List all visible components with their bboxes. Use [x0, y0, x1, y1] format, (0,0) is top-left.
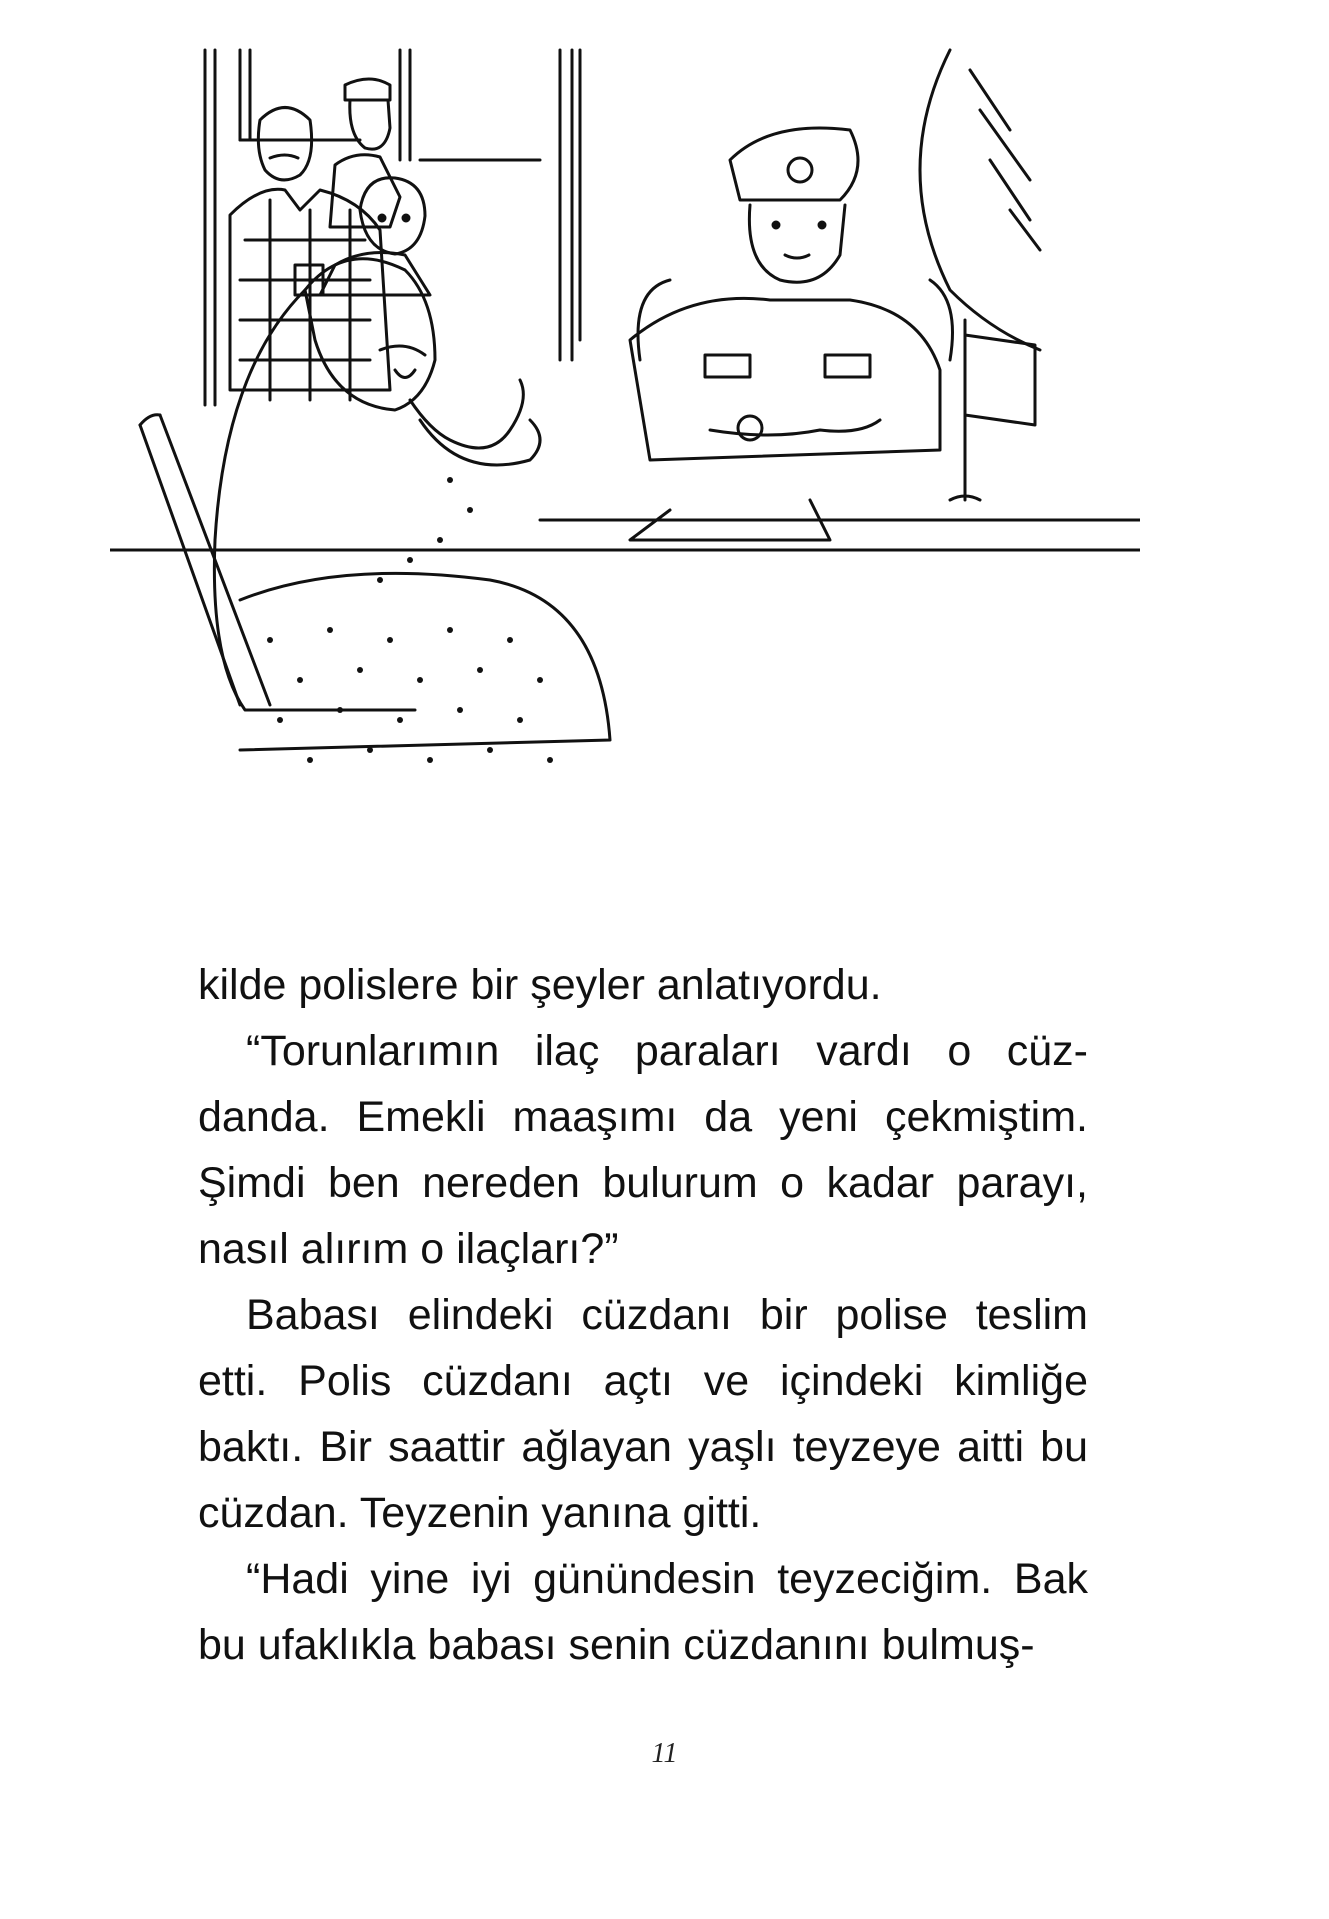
globe: [920, 50, 1040, 350]
story-text: [198, 952, 1088, 1678]
policeman: [630, 128, 953, 460]
paragraph-3: Babası elindeki cüzdanı bir polise teslim etti. Polis cüzdanı açtı ve içindeki kimliğe baktı. Bir saattir ağlayan yaşlı teyzeye aitti bu cüzdan. Teyzenin yanına gitti.: [198, 1291, 1088, 1537]
police-station-illustration: [110, 40, 1140, 880]
background-policeman: [330, 79, 400, 227]
page-number: 11: [651, 1738, 678, 1769]
desk: [110, 500, 1140, 550]
paragraph-2: “Torunlarımın ilaç paraları vardı o cüz-danda. Emekli maaşımı da yeni çekmiştim. Şimdi ben nereden bulurum o kadar parayı, nasıl alırım o ilaçları?”: [198, 1027, 1088, 1273]
chair: [140, 415, 270, 705]
flag: [950, 320, 1035, 500]
old-woman: [214, 259, 610, 763]
paragraph-4: “Hadi yine iyi günündesin teyzeciğim. Bak bu ufaklıkla babası senin cüzdanını bulmuş-: [198, 1555, 1088, 1669]
paragraph-1: kilde polislere bir şeyler anlatıyordu.: [198, 961, 882, 1009]
